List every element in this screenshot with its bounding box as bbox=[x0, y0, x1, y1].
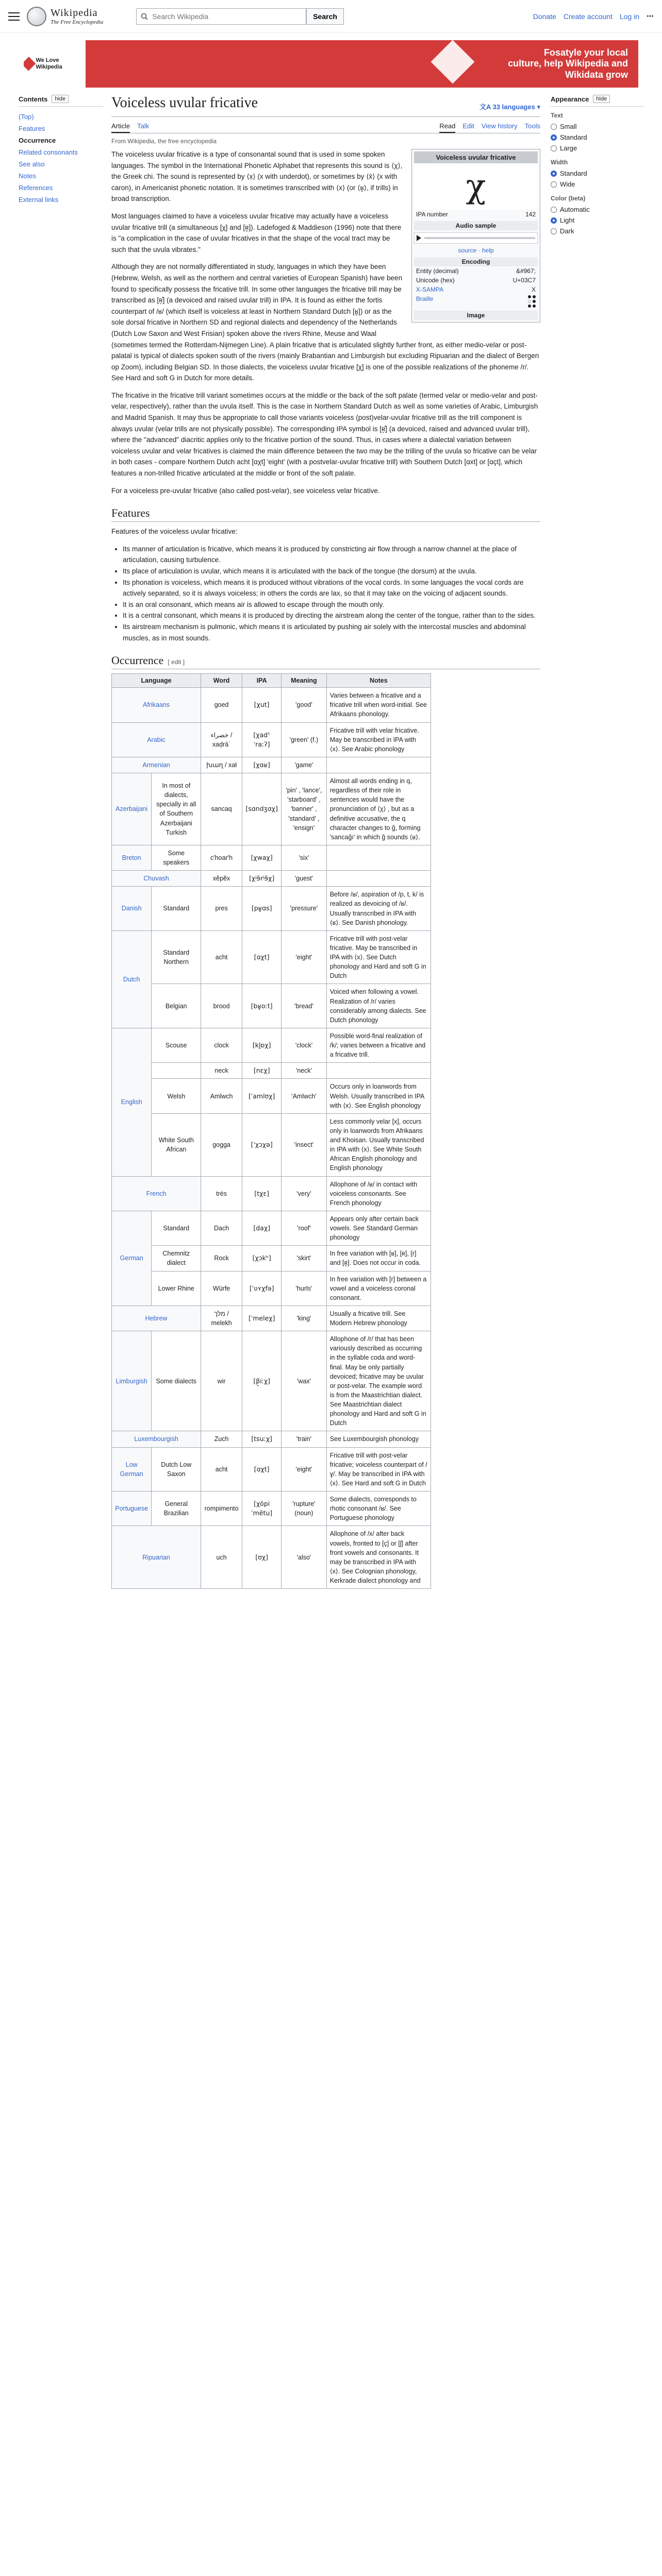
notes-cell: Almost all words ending in q, regardless of their role in sentences would have the pronunciation of ⟨χ⟩ , but as a definitive accusative, the q character changes to ğ, forming 'sancağı' in which ğ sounds ⟨ʁ⟩. bbox=[326, 773, 431, 845]
notes-cell: Some dialects, corresponds to rhotic consonant /ʁ/. See Portuguese phonology bbox=[326, 1492, 431, 1526]
option-label: Small bbox=[560, 123, 577, 130]
notes-cell bbox=[326, 871, 431, 887]
audio-progress[interactable] bbox=[424, 237, 535, 239]
appearance-title: Appearance bbox=[551, 95, 589, 103]
toc-item-features[interactable]: Features bbox=[19, 125, 45, 132]
ipa-cell: [daχ] bbox=[242, 1211, 282, 1245]
ipa-cell: [tsuːχ] bbox=[242, 1431, 282, 1447]
list-item: • It is an oral consonant, which means air is allowed to escape through the mouth only. bbox=[123, 599, 540, 611]
toc-hide-button[interactable]: hide bbox=[52, 95, 69, 103]
table-row bbox=[112, 688, 431, 722]
table-row bbox=[112, 1028, 431, 1062]
intro-paragraph-4: The fricative in the fricative trill variant sometimes occurs at the middle or the back of the soft palate (termed velar or medio-velar and post-velar, respectively), rather than the uvula itself. This is the case in Northern Standard Dutch as well as some varieties of Arabic, Limburgish and Madrid Spanish. It may thus be appropriate to call those variants voiceless (post)velar-uvular fricative trill as the trill component is always uvular (velar trills are not physically possible). The corresponding IPA symbol is [ʀ̝̊] (a devoiced, raised and advanced uvular trill), where the "advanced" diacritic applies only to the fricative portion of the sound. Thus, in cases where a dialectal variation between voiceless uvular and velar fricatives is claimed the main difference between the two may be the trilling of the uvula so fricative can be velar in both cases - compare Northern Dutch acht [ɑχt] 'eight' (with a postvelar-uvular fricative trill) with Southern Dutch [ɑxt] or [ɑçt], which features a non-trilled fricative articulated at the middle or front of the soft palate. bbox=[111, 391, 538, 478]
meaning-cell: 'pressure' bbox=[282, 887, 327, 931]
dialect-cell: White South African bbox=[152, 1113, 201, 1176]
color-option-automatic[interactable] bbox=[551, 204, 643, 215]
option-label: Standard bbox=[560, 133, 587, 141]
dialect-cell: Dutch Low Saxon bbox=[152, 1447, 201, 1492]
language-cell[interactable]: Low German bbox=[112, 1447, 152, 1492]
user-links bbox=[533, 12, 654, 21]
notes-cell bbox=[326, 1063, 431, 1079]
features-heading-text: Features bbox=[111, 506, 150, 520]
word-cell: rompimento bbox=[201, 1492, 242, 1526]
banner-message bbox=[508, 47, 628, 81]
intro-paragraph-3: Although they are not normally differentiated in study, languages in which they have been (Hebrew, Welsh, as well as the northern and central varieties of European Spanish) have been found to specifically possess the fricative trill. In some other languages the fricative trill may be transcribed as [ʀ̝̊] (a devoiced and raised uvular trill) in IPA. It is found as either the fortis counterpart of /ʁ/ (which itself is voiceless at least in Northern Standard Dutch [ʁ̥]) or as the sole dorsal fricative in Northern SD and regional dialects and dependency of the Netherlands (Dutch Low Saxon and West Frisian) spoken above the rivers Rhine, Meuse and Waal (sometimes termed the Rotterdam-Nijmegen Line). A plain fricative that is articulated slightly further front, as either medio-velar or post-palatal is typical of dialects spoken south of the rivers (mainly Brabantian and Limburgish but excluding Ripuarian and the dialect of Bergen op Zoom), including Belgian SD. In those dialects, the voiceless uvular fricative [χ] is one of the possible realizations of the phoneme /r/. See Hard and soft G in Dutch for more details. bbox=[111, 263, 539, 382]
edit-section-link[interactable]: [ edit ] bbox=[168, 658, 185, 666]
infobox bbox=[411, 149, 540, 323]
color-option-light[interactable] bbox=[551, 215, 643, 226]
word-cell: խաղ / xał bbox=[201, 757, 242, 773]
table-row bbox=[112, 1526, 431, 1589]
ipa-cell: [sɑndʒɑχ] bbox=[242, 773, 282, 845]
tab-read[interactable]: Read bbox=[439, 120, 455, 133]
create-account-link[interactable]: Create account bbox=[563, 12, 613, 21]
word-cell: acht bbox=[201, 1447, 242, 1492]
language-cell[interactable]: Breton bbox=[112, 845, 152, 870]
dialect-cell: Chemnitz dialect bbox=[152, 1246, 201, 1271]
meaning-cell: 'guest' bbox=[282, 871, 327, 887]
heart-icon bbox=[24, 57, 36, 71]
ipa-cell: [χut] bbox=[242, 688, 282, 722]
table-of-contents bbox=[19, 95, 111, 1589]
meaning-cell: 'train' bbox=[282, 1431, 327, 1447]
ipa-cell: [ʊχ] bbox=[242, 1526, 282, 1589]
table-row bbox=[112, 1306, 431, 1331]
ipa-cell: [bʁ̥oːt] bbox=[242, 984, 282, 1028]
ipa-cell: [kl̥ɒχ] bbox=[242, 1028, 282, 1062]
main-menu-icon[interactable] bbox=[8, 12, 20, 21]
radio-icon[interactable] bbox=[551, 217, 557, 224]
log-in-link[interactable]: Log in bbox=[619, 12, 639, 21]
table-row bbox=[112, 757, 431, 773]
meaning-cell: 'eight' bbox=[282, 930, 327, 984]
dialect-cell: Standard bbox=[152, 887, 201, 931]
encoding-label: Encoding bbox=[414, 257, 538, 266]
intro-paragraph-2: Most languages claimed to have a voiceless uvular fricative may actually have a voiceless uvular fricative trill (a simultaneous [χ] and [ʀ̥]). Ladefoged & Maddieson (1996) note that there is "a complication in the case of uvular fricatives in that the shape of the vocal tract may be such that the uvula vibrates." bbox=[111, 212, 402, 253]
tab-talk[interactable]: Talk bbox=[137, 122, 150, 130]
table-row bbox=[112, 722, 431, 757]
table-row bbox=[112, 871, 431, 887]
width-option-wide[interactable] bbox=[551, 179, 643, 190]
language-cell[interactable]: Arabic bbox=[112, 722, 201, 757]
notes-cell bbox=[326, 845, 431, 870]
entity-label: Entity (decimal) bbox=[416, 267, 459, 275]
notes-cell: Fricative trill with post-velar fricative. May be transcribed in IPA with ⟨x⟩. See Dutch phonology and Hard and soft G in Dutch bbox=[326, 930, 431, 984]
entity-value: &#967; bbox=[516, 267, 536, 275]
ipa-cell: [χadˤˈraːʔ] bbox=[242, 722, 282, 757]
ipa-cell: [ˈmeleχ] bbox=[242, 1306, 282, 1331]
table-row bbox=[112, 1063, 431, 1079]
option-label: Dark bbox=[560, 227, 574, 235]
column-notes: Notes bbox=[326, 674, 431, 688]
infobox-title: Voiceless uvular fricative bbox=[414, 151, 538, 163]
radio-icon[interactable] bbox=[551, 134, 557, 141]
word-cell: uch bbox=[201, 1526, 242, 1589]
language-cell[interactable]: Portuguese bbox=[112, 1492, 152, 1526]
table-row bbox=[112, 1176, 431, 1211]
word-cell: Amlwch bbox=[201, 1079, 242, 1113]
meaning-cell: 'king' bbox=[282, 1306, 327, 1331]
table-row bbox=[112, 1079, 431, 1113]
notes-cell: Fricative trill with post-velar fricative; voiceless counterpart of /ɣ/. May be transcribed in IPA with ⟨x⟩. See Hard and soft G in Dutch bbox=[326, 1447, 431, 1492]
text-option-small[interactable] bbox=[551, 121, 643, 132]
word-cell: sancaq bbox=[201, 773, 242, 845]
dialect-cell: General Brazilian bbox=[152, 1492, 201, 1526]
word-cell: neck bbox=[201, 1063, 242, 1079]
site-header bbox=[0, 0, 662, 33]
table-row bbox=[112, 1113, 431, 1176]
dialect-cell: Lower Rhine bbox=[152, 1271, 201, 1306]
word-cell: מלך / melekh bbox=[201, 1306, 242, 1331]
chevron-down-icon: ▾ bbox=[537, 103, 540, 111]
audio-source-help[interactable]: source · help bbox=[458, 247, 494, 254]
ipa-cell: [tχɛ] bbox=[242, 1176, 282, 1211]
intro-paragraph-1: The voiceless uvular fricative is a type of consonantal sound that is used in some spoken languages. The symbol in the International Phonetic Alphabet that represents this sound is ⟨χ⟩, the Greek chi. The sound is represented by ⟨x̣⟩ (x with underdot), or sometimes by ⟨x̄⟩ (x with caron), in Americanist phonetic notation. It is sometimes transcribed with ⟨x⟩ (or ⟨ʁ̥⟩, if trills) in broad transcription. bbox=[111, 150, 403, 203]
meaning-cell: 'hurls' bbox=[282, 1271, 327, 1306]
features-lead: Features of the voiceless uvular fricative: bbox=[111, 528, 238, 536]
word-cell: pres bbox=[201, 887, 242, 931]
word-cell: Würfe bbox=[201, 1271, 242, 1306]
entity-row bbox=[414, 266, 538, 276]
notes-cell: Less commonly velar [x], occurs only in loanwords from Afrikaans and Khoisan. Usually transcribed in IPA with ⟨x⟩. See White South African English phonology and English phonology bbox=[326, 1113, 431, 1176]
radio-icon[interactable] bbox=[551, 181, 557, 188]
infobox-glyph: χ bbox=[414, 163, 538, 210]
banner-left-text: We Love Wikipedia bbox=[36, 57, 62, 70]
ipa-cell: [pʁ̥ɑs] bbox=[242, 887, 282, 931]
table-row bbox=[112, 1431, 431, 1447]
radio-icon[interactable] bbox=[551, 228, 557, 234]
word-cell: brood bbox=[201, 984, 242, 1028]
toc-item-top[interactable]: (Top) bbox=[19, 113, 34, 121]
ipa-cell: [ˈʋʏχfə] bbox=[242, 1271, 282, 1306]
banner-line-3: Wikidata grow bbox=[565, 69, 628, 80]
meaning-cell: 'Amlwch' bbox=[282, 1079, 327, 1113]
ipa-cell: [χwaχ] bbox=[242, 845, 282, 870]
language-cell[interactable]: Armenian bbox=[112, 757, 201, 773]
globe-icon bbox=[27, 7, 46, 26]
banner-logo bbox=[24, 40, 86, 88]
table-row bbox=[112, 1331, 431, 1431]
tab-edit[interactable]: Edit bbox=[462, 122, 474, 130]
language-cell[interactable]: Hebrew bbox=[112, 1306, 201, 1331]
braille-row bbox=[414, 294, 538, 309]
features-heading bbox=[111, 506, 540, 522]
logo-tagline: The Free Encyclopedia bbox=[51, 19, 104, 25]
meaning-cell: 'eight' bbox=[282, 1447, 327, 1492]
text-option-large[interactable] bbox=[551, 143, 643, 154]
word-cell: goed bbox=[201, 688, 242, 722]
language-cell[interactable]: Dutch bbox=[112, 930, 152, 1028]
meaning-cell: 'skirt' bbox=[282, 1246, 327, 1271]
word-cell: gogga bbox=[201, 1113, 242, 1176]
notes-cell: Varies between a fricative and a fricative trill when word-initial. See Afrikaans phonology. bbox=[326, 688, 431, 722]
audio-sample-label: Audio sample bbox=[414, 221, 538, 230]
ipa-cell: [ˈamlʊχ] bbox=[242, 1079, 282, 1113]
features-list bbox=[111, 544, 540, 643]
notes-cell: Before /ʁ/, aspiration of /p, t, k/ is realized as devoicing of /ʁ/. Usually transcribed in IPA with ⟨ʁ⟩. See Danish phonology. bbox=[326, 887, 431, 931]
radio-icon[interactable] bbox=[551, 145, 557, 151]
page-tabs bbox=[111, 120, 540, 133]
width-option-standard[interactable] bbox=[551, 168, 643, 179]
meaning-cell: 'wax' bbox=[282, 1331, 327, 1431]
list-item: • It is a central consonant, which means it is produced by directing the airstream along the center of the tongue, rather than to the sides. bbox=[123, 610, 540, 621]
word-cell: Dach bbox=[201, 1211, 242, 1245]
notes-cell: Allophone of /r/ that has been variously described as occurring in the syllable coda and word-final. May be only partially devoiced; fricative may be uvular or post-velar. The example word is from the Maastrichtian dialect. See Maastrichtian dialect phonology and Hard and soft G in Dutch bbox=[326, 1331, 431, 1431]
unicode-label: Unicode (hex) bbox=[416, 277, 455, 284]
notes-cell: In free variation with [r] between a vowel and a voiceless coronal consonant. bbox=[326, 1271, 431, 1306]
option-label: Wide bbox=[560, 180, 575, 188]
table-row bbox=[112, 1492, 431, 1526]
meaning-cell: 'clock' bbox=[282, 1028, 327, 1062]
list-item: • Its manner of articulation is fricative, which means it is produced by constricting air flow through a narrow channel at the place of articulation, causing turbulence. bbox=[123, 544, 540, 566]
radio-icon[interactable] bbox=[551, 207, 557, 213]
option-label: Large bbox=[560, 144, 577, 152]
meaning-cell: 'roof' bbox=[282, 1211, 327, 1245]
appearance-header bbox=[551, 95, 643, 107]
meaning-cell: 'bread' bbox=[282, 984, 327, 1028]
column-ipa: IPA bbox=[242, 674, 282, 688]
audio-player[interactable] bbox=[414, 232, 538, 244]
banner-heart-graphic bbox=[431, 40, 475, 83]
notes-cell: Voiced when following a vowel. Realization of /r/ varies considerably among dialects. See Dutch phonology bbox=[326, 984, 431, 1028]
occurrence-heading bbox=[111, 654, 540, 669]
option-label: Light bbox=[560, 216, 575, 224]
dialect-cell: Scouse bbox=[152, 1028, 201, 1062]
word-cell: acht bbox=[201, 930, 242, 984]
toc-item-related-consonants[interactable]: Related consonants bbox=[19, 148, 78, 156]
notes-cell bbox=[326, 757, 431, 773]
meaning-cell: 'green' (f.) bbox=[282, 722, 327, 757]
xsampa-value: X bbox=[531, 286, 536, 293]
banner-line-1: Fosatyle your local bbox=[543, 47, 628, 58]
appearance-hide-button[interactable]: hide bbox=[593, 95, 610, 103]
ipa-cell: [β̞iːχ] bbox=[242, 1331, 282, 1431]
search-input[interactable] bbox=[151, 12, 301, 21]
table-row bbox=[112, 930, 431, 984]
word-cell: Zuch bbox=[201, 1431, 242, 1447]
table-header-row bbox=[112, 674, 431, 688]
meaning-cell: 'good' bbox=[282, 688, 327, 722]
word-cell: خضراء / xaḍrāʾ bbox=[201, 722, 242, 757]
dialect-cell: Some dialects bbox=[152, 1331, 201, 1431]
ipa-cell: [χɔkʰ] bbox=[242, 1246, 282, 1271]
table-row bbox=[112, 1246, 431, 1271]
banner-line-2: culture, help Wikipedia and bbox=[508, 58, 628, 69]
languages-button[interactable] bbox=[479, 101, 540, 114]
appearance-panel bbox=[540, 95, 643, 1589]
table-body bbox=[112, 688, 431, 1589]
occurrence-table bbox=[111, 673, 431, 1589]
toc-item-occurrence[interactable]: Occurrence bbox=[19, 137, 56, 144]
ipa-cell: [ˈχɔχə] bbox=[242, 1113, 282, 1176]
article bbox=[111, 95, 540, 1589]
donate-link[interactable]: Donate bbox=[533, 12, 556, 21]
toc-item-references[interactable]: References bbox=[19, 184, 53, 192]
ipa-cell: [χʲɘ̆rʲɘ̆χ] bbox=[242, 871, 282, 887]
meaning-cell: 'game' bbox=[282, 757, 327, 773]
search-form bbox=[136, 8, 344, 25]
page-title: Voiceless uvular fricative bbox=[111, 95, 258, 111]
meaning-cell: 'six' bbox=[282, 845, 327, 870]
page-subtitle: From Wikipedia, the free encyclopedia bbox=[111, 138, 217, 145]
radio-icon[interactable] bbox=[551, 124, 557, 130]
dialect-cell: In most of dialects, specially in all of Southern Azerbaijani Turkish bbox=[152, 773, 201, 845]
braille-label[interactable]: Braille bbox=[416, 295, 434, 302]
dialect-cell bbox=[152, 1063, 201, 1079]
notes-cell: Usually a fricative trill. See Modern Hebrew phonology bbox=[326, 1306, 431, 1331]
word-cell: хӗрӗх bbox=[201, 871, 242, 887]
ipa-cell: [nɛχ] bbox=[242, 1063, 282, 1079]
width-label: Width bbox=[551, 159, 568, 166]
notes-cell: In free variation with [ʁ], [ʀ], [r] and [ʀ̥]. Does not occur in coda. bbox=[326, 1246, 431, 1271]
unicode-row bbox=[414, 276, 538, 285]
word-cell: très bbox=[201, 1176, 242, 1211]
wikipedia-logo[interactable] bbox=[27, 7, 103, 26]
table-row bbox=[112, 845, 431, 870]
meaning-cell: 'very' bbox=[282, 1176, 327, 1211]
search-button[interactable]: Search bbox=[306, 8, 344, 25]
campaign-banner[interactable] bbox=[24, 40, 638, 88]
table-row bbox=[112, 887, 431, 931]
column-meaning: Meaning bbox=[282, 674, 327, 688]
language-cell[interactable]: Ripuarian bbox=[112, 1526, 201, 1589]
xsampa-label[interactable]: X-SAMPA bbox=[416, 286, 444, 293]
radio-icon[interactable] bbox=[551, 171, 557, 177]
table-row bbox=[112, 1211, 431, 1245]
color-option-dark[interactable] bbox=[551, 226, 643, 236]
tab-tools[interactable]: Tools bbox=[524, 122, 540, 130]
dialect-cell: Standard Northern bbox=[152, 930, 201, 984]
table-row bbox=[112, 1447, 431, 1492]
meaning-cell: 'neck' bbox=[282, 1063, 327, 1079]
option-label: Standard bbox=[560, 170, 587, 177]
list-item: • Its place of articulation is uvular, which means it is articulated with the back of the tongue (the dorsum) at the uvula. bbox=[123, 566, 540, 577]
table-row bbox=[112, 773, 431, 845]
ipa-number-label: IPA number bbox=[416, 211, 448, 218]
languages-count: 33 languages bbox=[492, 103, 535, 111]
toc-item-see-also[interactable]: See also bbox=[19, 160, 45, 168]
toc-title: Contents bbox=[19, 95, 48, 103]
language-cell[interactable]: German bbox=[112, 1211, 152, 1306]
notes-cell: See Luxembourgish phonology bbox=[326, 1431, 431, 1447]
infobox-ipa-number bbox=[414, 210, 538, 219]
dialect-cell: Belgian bbox=[152, 984, 201, 1028]
notes-cell: Possible word-final realization of /k/; varies between a fricative and a fricative trill. bbox=[326, 1028, 431, 1062]
ipa-cell: [χɑʁ] bbox=[242, 757, 282, 773]
ipa-number-value: 142 bbox=[525, 211, 536, 218]
word-cell: Rock bbox=[201, 1246, 242, 1271]
notes-cell: Occurs only in loanwords from Welsh. Usually transcribed in IPA with ⟨x⟩. See English phonology bbox=[326, 1079, 431, 1113]
search-box[interactable] bbox=[136, 8, 306, 25]
unicode-value: U+03C7 bbox=[512, 277, 536, 284]
tab-view-history[interactable]: View history bbox=[481, 122, 518, 130]
translate-icon: 文A bbox=[479, 103, 493, 111]
ipa-cell: [ɑχt] bbox=[242, 930, 282, 984]
word-cell: c'hoar'h bbox=[201, 845, 242, 870]
search-icon bbox=[141, 13, 148, 20]
dialect-cell: Some speakers bbox=[152, 845, 201, 870]
dialect-cell: Welsh bbox=[152, 1079, 201, 1113]
column-word: Word bbox=[201, 674, 242, 688]
list-item: • Its phonation is voiceless, which means it is produced without vibrations of the vocal cords. In some languages the vocal cords are actively separated, so it is always voiceless; in others the cords are lax, so that it may take on the voicing of adjacent sounds. bbox=[123, 577, 540, 599]
toc-item-notes[interactable]: Notes bbox=[19, 172, 36, 180]
notes-cell: Allophone of /x/ after back vowels, fronted to [ç] or [ʃ] after front vowels and consonants. It may be transcribed in IPA with ⟨x⟩. See Colognian phonology, Kerkrade dialect phonology and bbox=[326, 1526, 431, 1589]
meaning-cell: 'rupture' (noun) bbox=[282, 1492, 327, 1526]
image-label: Image bbox=[414, 311, 538, 320]
meaning-cell: 'also' bbox=[282, 1526, 327, 1589]
column-language: Language bbox=[112, 674, 201, 688]
dialect-cell: Standard bbox=[152, 1211, 201, 1245]
toc-item-external-links[interactable]: External links bbox=[19, 196, 59, 204]
ipa-cell: [χõpiˈmẽtu] bbox=[242, 1492, 282, 1526]
word-cell: clock bbox=[201, 1028, 242, 1062]
more-icon[interactable]: ⋯ bbox=[647, 12, 654, 20]
braille-glyph bbox=[528, 295, 536, 308]
list-item: • Its airstream mechanism is pulmonic, which means it is articulated by pushing air solely with the intercostal muscles and abdominal muscles, as in most sounds. bbox=[123, 621, 540, 643]
intro-paragraph-5: For a voiceless pre-uvular fricative (also called post-velar), see voiceless velar fricative. bbox=[111, 486, 380, 495]
language-cell[interactable]: Azerbaijani bbox=[112, 773, 152, 845]
occurrence-heading-text: Occurrence bbox=[111, 654, 164, 667]
text-option-standard[interactable] bbox=[551, 132, 643, 143]
ipa-cell: [ɑχt] bbox=[242, 1447, 282, 1492]
notes-cell: Allophone of /ʁ/ in contact with voiceless consonants. See French phonology bbox=[326, 1176, 431, 1211]
word-cell: wir bbox=[201, 1331, 242, 1431]
text-size-label: Text bbox=[551, 112, 563, 119]
notes-cell: Appears only after certain back vowels. See Standard German phonology bbox=[326, 1211, 431, 1245]
toc-header bbox=[19, 95, 103, 107]
tab-article[interactable]: Article bbox=[111, 120, 130, 133]
table-row bbox=[112, 984, 431, 1028]
notes-cell: Fricative trill with velar fricative. May be transcribed in IPA with ⟨x⟩. See Arabic phonology bbox=[326, 722, 431, 757]
meaning-cell: 'insect' bbox=[282, 1113, 327, 1176]
table-row bbox=[112, 1271, 431, 1306]
option-label: Automatic bbox=[560, 206, 590, 213]
language-cell[interactable]: Luxembourgish bbox=[112, 1431, 201, 1447]
language-cell[interactable]: Afrikaans bbox=[112, 688, 201, 722]
language-cell[interactable]: Limburgish bbox=[112, 1331, 152, 1431]
play-icon[interactable] bbox=[417, 235, 421, 241]
xsampa-row bbox=[414, 285, 538, 294]
logo-title: Wikipedia bbox=[51, 7, 98, 19]
color-label: Color (beta) bbox=[551, 195, 586, 202]
meaning-cell: 'pin' , 'lance', 'starboard' , 'banner' , 'standard' , 'ensign' bbox=[282, 773, 327, 845]
language-cell[interactable]: Danish bbox=[112, 887, 152, 931]
language-cell[interactable]: Chuvash bbox=[112, 871, 201, 887]
language-cell[interactable]: French bbox=[112, 1176, 201, 1211]
language-cell[interactable]: English bbox=[112, 1028, 152, 1176]
